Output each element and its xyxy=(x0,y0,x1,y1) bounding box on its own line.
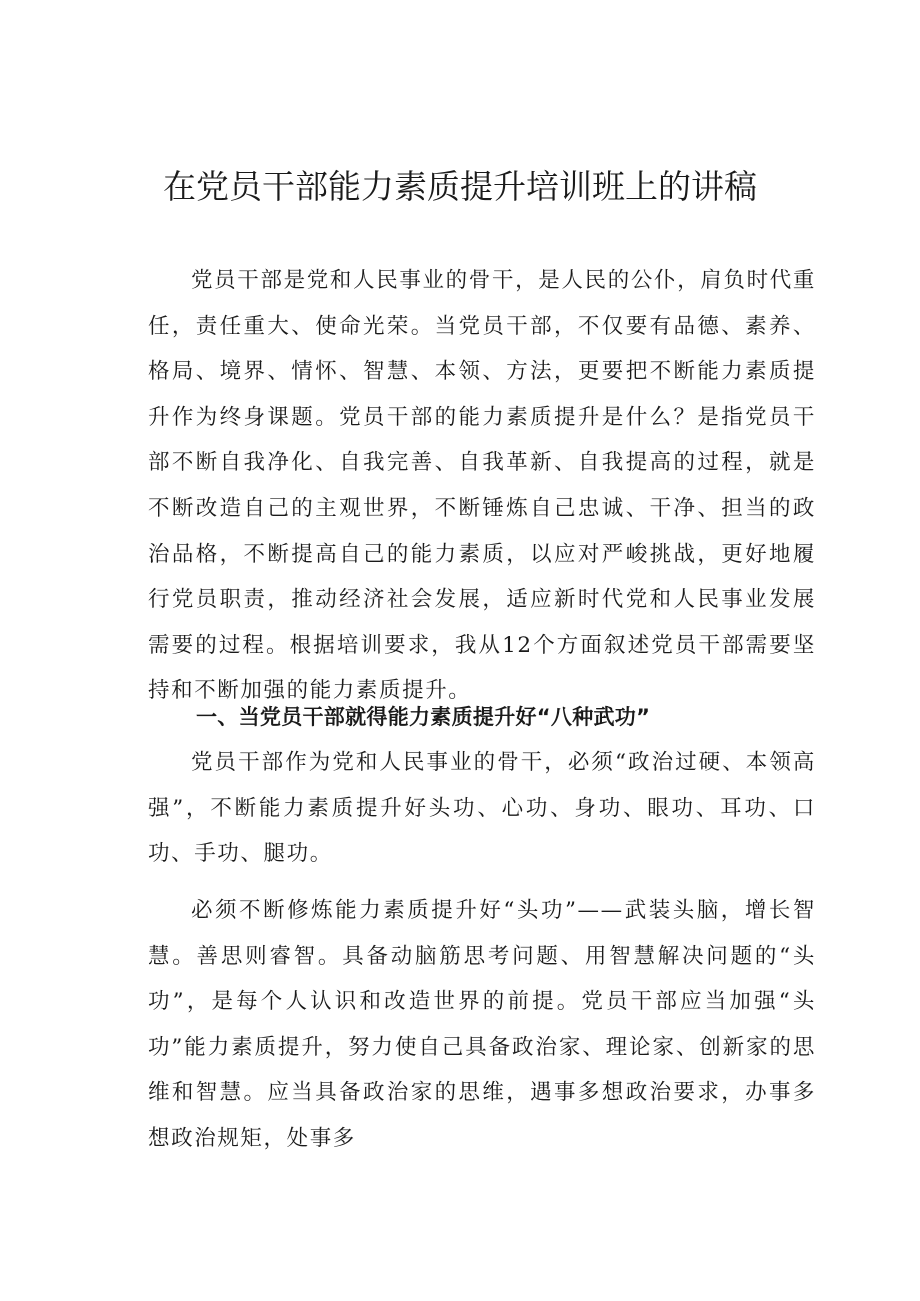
section-paragraph-2: 必须不断修炼能力素质提升好“头功”——武装头脑，增长智慧。善思则睿智。具备动脑筋思考问题、用智慧解决问题的“头功”，是每个人认识和改造世界的前提。党员干部应当加强“头功”能力素质提升，努力使自己具备政治家、理论家、创新家的思维和智慧。应当具备政治家的思维，遇事多想政治要求，办事多想政治规矩，处事多 xyxy=(148,898,816,1151)
intro-paragraph: 党员干部是党和人民事业的骨干，是人民的公仆，肩负时代重任，责任重大、使命光荣。当党员干部，不仅要有品德、素养、格局、境界、情怀、智慧、本领、方法，更要把不断能力素质提升作为终身课题。党员干部的能力素质提升是什么？是指党员干部不断自我净化、自我完善、自我革新、自我提高的过程，就是不断改造自己的主观世界，不断锤炼自己忠诚、干净、担当的政治品格，不断提高自己的能力素质，以应对严峻挑战，更好地履行党员职责，推动经济社会发展，适应新时代党和人民事业发展需要的过程。根据培训要求，我从12个方面叙述党员干部需要坚持和不断加强的能力素质提升。 xyxy=(148,268,816,704)
section-heading-1: 一、当党员干部就得能力素质提升好“八种武功” xyxy=(196,705,651,729)
section-paragraph-1: 党员干部作为党和人民事业的骨干，必须“政治过硬、本领高强”，不断能力素质提升好头功、心功、身功、眼功、耳功、口功、手功、腿功。 xyxy=(148,750,816,867)
document-title: 在党员干部能力素质提升培训班上的讲稿 xyxy=(163,167,757,206)
